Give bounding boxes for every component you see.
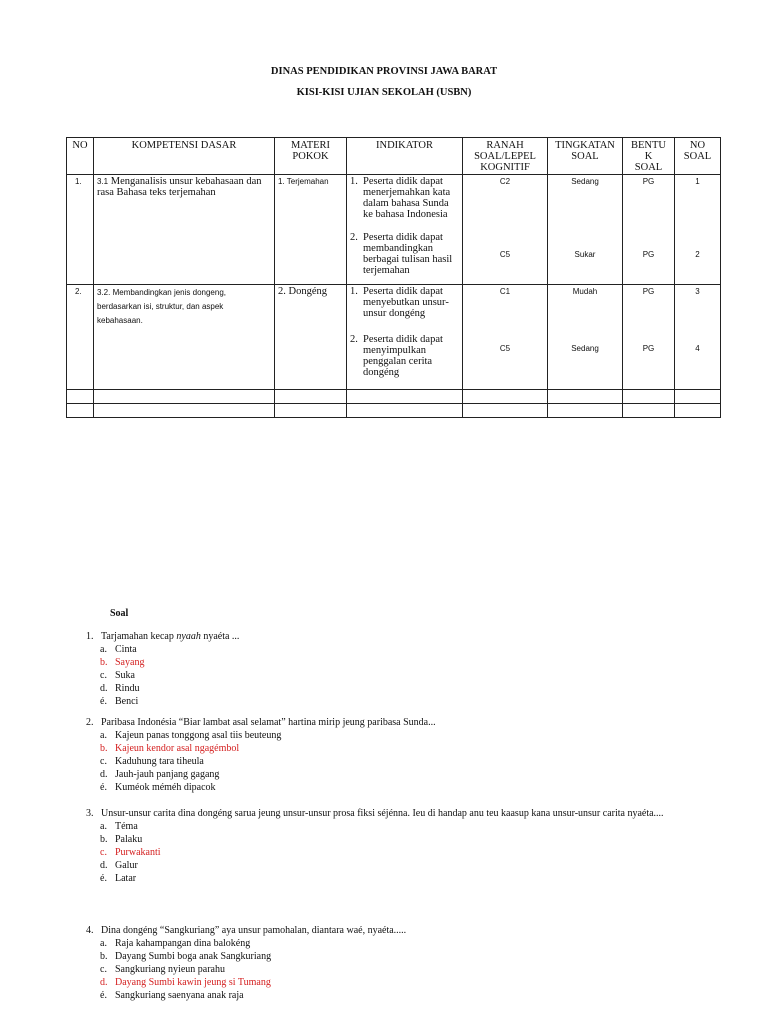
kd-text: Membandingkan jenis dongeng, berdasarkan isi, struktur, dan aspek kebahasaan.: [97, 288, 226, 325]
option-letter: c.: [100, 756, 107, 767]
option-text: Rindu: [115, 683, 140, 694]
tingkatan-value: Sedang: [571, 177, 599, 186]
question-text-part: nyaéta ...: [200, 631, 240, 642]
option-letter: b.: [100, 743, 108, 754]
col-header-no: NO: [67, 138, 94, 175]
question-stem: [86, 807, 726, 820]
option-text: Kuméok méméh dipacok: [115, 782, 216, 793]
option-text: Benci: [115, 696, 139, 707]
option-letter: b.: [100, 657, 108, 668]
question-item: [86, 807, 726, 885]
ranah-value: C1: [499, 287, 511, 296]
kd-text: Menganalisis unsur kebahasaan dan rasa Bahasa teks terjemahan: [97, 176, 262, 198]
materi-pokok: 1. Terjemahan: [275, 175, 347, 285]
question-text-part: Tarjamahan kecap: [101, 631, 177, 642]
ranah-cell: [463, 285, 548, 390]
nosoal-value: 1: [695, 177, 700, 186]
option-text: Sangkuriang nyieun parahu: [115, 964, 225, 975]
table-row: [67, 285, 721, 390]
nosoal-cell: [675, 175, 721, 285]
tingkatan-value: Mudah: [572, 287, 598, 296]
indikator-item: [350, 334, 459, 378]
col-header-ranah: RANAH SOAL/LEPEL KOGNITIF: [463, 138, 548, 175]
document-title: DINAS PENDIDIKAN PROVINSI JAWA BARAT: [270, 66, 498, 77]
kompetensi-dasar: [94, 175, 275, 285]
option-list: [100, 937, 726, 1002]
ranah-value: C2: [499, 177, 511, 186]
option-text: Sangkuriang saenyana anak raja: [115, 990, 244, 1001]
empty-row: [67, 390, 721, 404]
bentuk-value: PG: [642, 344, 655, 353]
col-header-bentuk: BENTU K SOAL: [623, 138, 675, 175]
option-list: [100, 820, 726, 885]
empty-row: [67, 404, 721, 418]
question-number: 3.: [86, 808, 94, 819]
option-letter: é.: [100, 782, 107, 793]
option-letter: a.: [100, 730, 107, 741]
option-item: [100, 695, 726, 708]
option-text: Raja kahampangan dina balokéng: [115, 938, 251, 949]
question-item: [86, 924, 726, 1002]
nosoal-value: 3: [695, 287, 700, 296]
nosoal-cell: [675, 285, 721, 390]
option-list: [100, 643, 726, 708]
option-letter: é.: [100, 696, 107, 707]
option-item: [100, 682, 726, 695]
col-header-indikator: INDIKATOR: [347, 138, 463, 175]
materi-pokok: 2. Dongéng: [275, 285, 347, 390]
indikator-num: 1.: [350, 176, 358, 187]
question-number: 4.: [86, 925, 94, 936]
indikator-num: 1.: [350, 286, 358, 297]
nosoal-value: 4: [695, 344, 700, 353]
question-stem: [86, 716, 726, 729]
question-text-part: Paribasa Indonésia “Biar lambat asal selamat” hartina mirip jeung paribasa Sunda...: [101, 717, 436, 728]
bentuk-cell: [623, 175, 675, 285]
option-item: [100, 781, 726, 794]
option-correct: [100, 846, 726, 859]
option-letter: é.: [100, 873, 107, 884]
col-header-tingkatan: TINGKATAN SOAL: [548, 138, 623, 175]
indikator-text: Peserta didik dapat menerjemahkan kata dalam bahasa Sunda ke bahasa Indonesia: [363, 176, 451, 220]
option-text: Suka: [115, 670, 135, 681]
tingkatan-cell: [548, 175, 623, 285]
indikator-item: [350, 286, 459, 330]
indikator: [347, 175, 463, 285]
tingkatan-value: Sedang: [571, 344, 599, 353]
option-item: [100, 937, 726, 950]
option-correct: [100, 976, 726, 989]
row-no: 1.: [67, 175, 94, 285]
option-text: Latar: [115, 873, 137, 884]
col-header-materi: MATERI POKOK: [275, 138, 347, 175]
option-text: Purwakanti: [115, 847, 161, 858]
kd-number: 3.1: [97, 177, 109, 186]
option-item: [100, 643, 726, 656]
option-text: Jauh-jauh panjang gagang: [115, 769, 220, 780]
option-item: [100, 669, 726, 682]
option-item: [100, 859, 726, 872]
indikator-num: 2.: [350, 334, 358, 345]
bentuk-value: PG: [642, 287, 655, 296]
option-item: [100, 833, 726, 846]
table-header-row: [67, 138, 721, 175]
document-subtitle: KISI-KISI UJIAN SEKOLAH (USBN): [296, 87, 472, 98]
table-row: [67, 175, 721, 285]
option-text: Dayang Sumbi boga anak Sangkuriang: [115, 951, 272, 962]
option-letter: a.: [100, 644, 107, 655]
question-text-part: Dina dongéng “Sangkuriang” aya unsur pamohalan, diantara waé, nyaéta.....: [101, 925, 407, 936]
row-no: 2.: [67, 285, 94, 390]
question-text-part: Unsur-unsur carita dina dongéng sarua jeung unsur-unsur prosa fiksi séjénna. Ieu di handap anu teu kaasup kana unsur-unsur carita nyaéta....: [101, 808, 664, 819]
soal-heading: Soal: [110, 608, 129, 619]
option-letter: d.: [100, 860, 108, 871]
option-text: Galur: [115, 860, 138, 871]
question-item: [86, 630, 726, 708]
option-letter: d.: [100, 977, 108, 988]
question-number: 1.: [86, 631, 94, 642]
kisi-kisi-table: [66, 137, 721, 418]
option-letter: c.: [100, 670, 107, 681]
option-correct: [100, 656, 726, 669]
question-item: [86, 716, 726, 794]
option-item: [100, 820, 726, 833]
option-list: [100, 729, 726, 794]
question-number: 2.: [86, 717, 94, 728]
indikator-item: [350, 232, 459, 276]
indikator-text: Peserta didik dapat menyebutkan unsur-unsur dongéng: [363, 286, 449, 319]
option-item: [100, 963, 726, 976]
tingkatan-value: Sukar: [574, 250, 596, 259]
question-text: [101, 716, 436, 729]
indikator-item: [350, 176, 459, 228]
bentuk-value: PG: [642, 177, 655, 186]
option-correct: [100, 742, 726, 755]
bentuk-cell: [623, 285, 675, 390]
option-letter: b.: [100, 834, 108, 845]
option-item: [100, 950, 726, 963]
option-letter: d.: [100, 683, 108, 694]
option-item: [100, 729, 726, 742]
ranah-cell: [463, 175, 548, 285]
option-letter: d.: [100, 769, 108, 780]
question-text-italic: nyaah: [176, 631, 201, 642]
option-text: Palaku: [115, 834, 143, 845]
question-text: [101, 924, 406, 937]
option-letter: a.: [100, 821, 107, 832]
question-text: [101, 807, 664, 820]
option-item: [100, 872, 726, 885]
question-text: [101, 630, 239, 643]
option-text: Cinta: [115, 644, 137, 655]
option-item: [100, 755, 726, 768]
kd-number: 3.2.: [97, 288, 111, 297]
question-stem: [86, 630, 726, 643]
kompetensi-dasar: [94, 285, 275, 390]
indikator-text: Peserta didik dapat membandingkan berbagai tulisan hasil terjemahan: [363, 232, 453, 276]
option-letter: c.: [100, 847, 107, 858]
tingkatan-cell: [548, 285, 623, 390]
option-letter: é.: [100, 990, 107, 1001]
indikator: [347, 285, 463, 390]
option-letter: a.: [100, 938, 107, 949]
col-header-kompetensi: KOMPETENSI DASAR: [94, 138, 275, 175]
ranah-value: C5: [499, 250, 511, 259]
indikator-text: Peserta didik dapat menyimpulkan penggalan cerita dongéng: [363, 334, 443, 378]
option-letter: c.: [100, 964, 107, 975]
option-text: Kajeun kendor asal ngagémbol: [115, 743, 240, 754]
col-header-nosoal: NO SOAL: [675, 138, 721, 175]
nosoal-value: 2: [695, 250, 700, 259]
question-stem: [86, 924, 726, 937]
option-letter: b.: [100, 951, 108, 962]
ranah-value: C5: [499, 344, 511, 353]
option-item: [100, 768, 726, 781]
option-text: Kajeun panas tonggong asal tiis beuteung: [115, 730, 282, 741]
bentuk-value: PG: [642, 250, 655, 259]
option-item: [100, 989, 726, 1002]
option-text: Dayang Sumbi kawin jeung si Tumang: [115, 977, 271, 988]
option-text: Kaduhung tara tiheula: [115, 756, 204, 767]
option-text: Sayang: [115, 657, 145, 668]
indikator-num: 2.: [350, 232, 358, 243]
option-text: Téma: [115, 821, 138, 832]
